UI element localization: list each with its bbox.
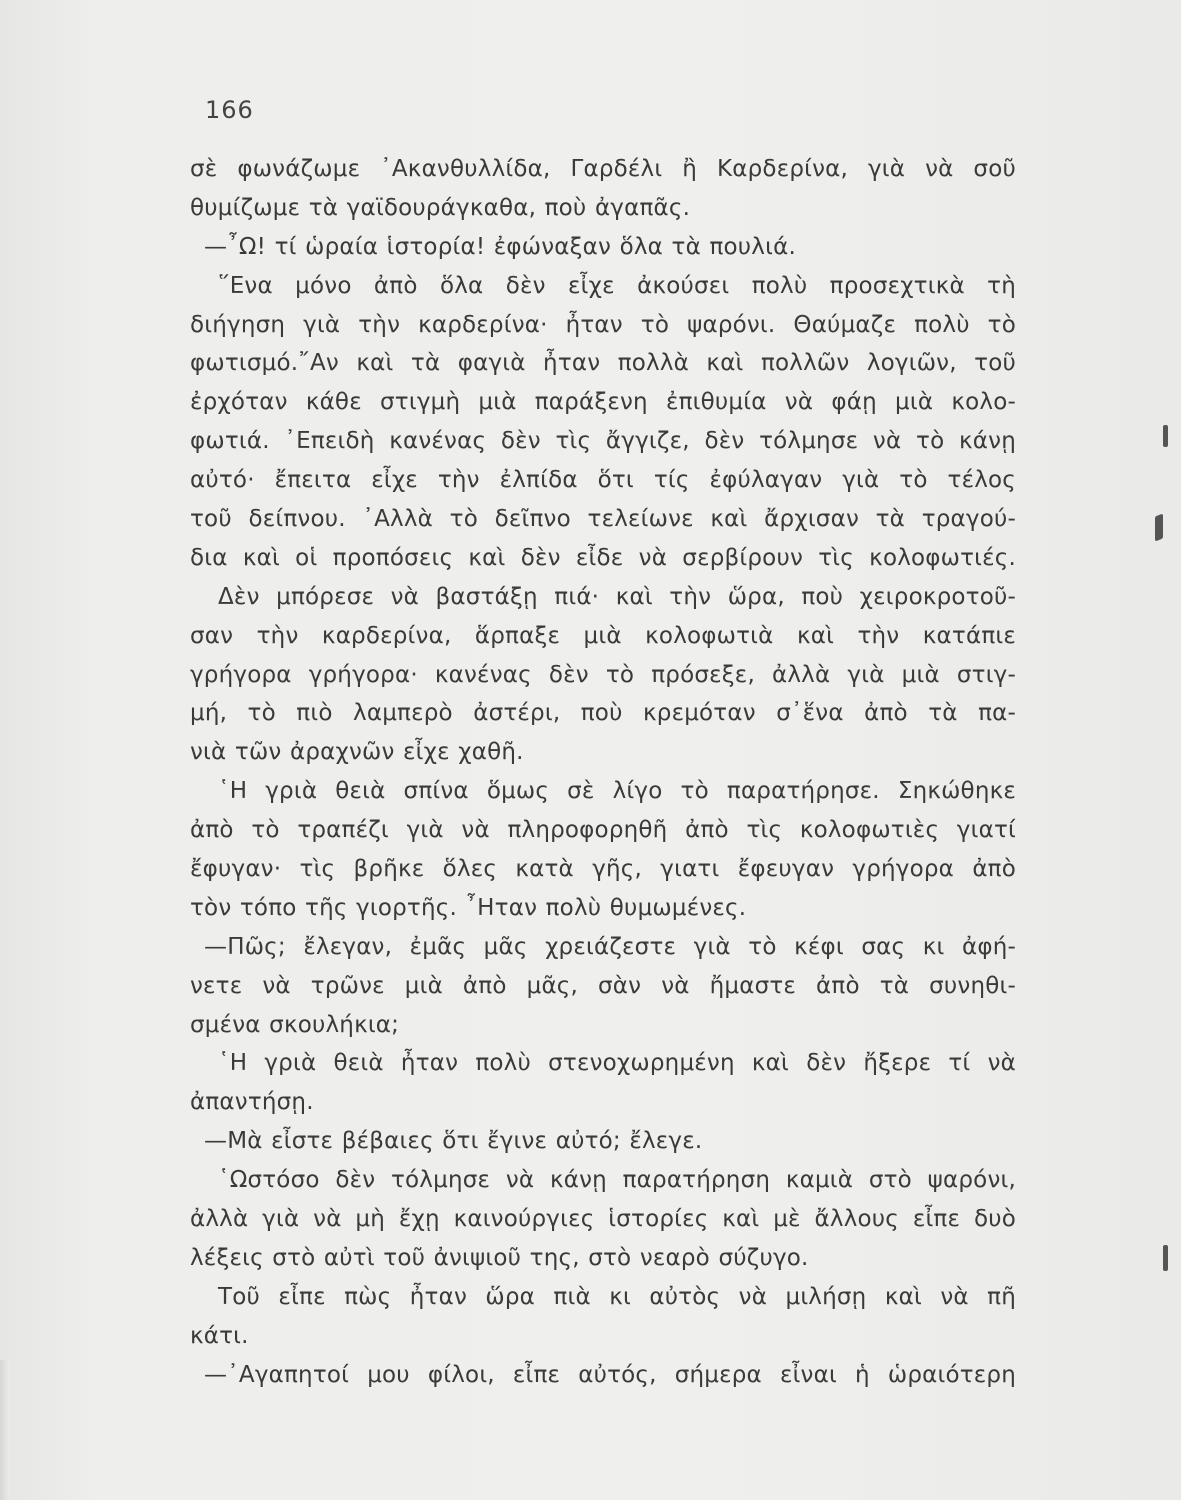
text-line: ῾Ωστόσο δὲν τόλμησε νὰ κάνῃ παρατήρηση καμιὰ στὸ ψαρόνι, [218, 1167, 1016, 1194]
page-edge-shadow [0, 1360, 10, 1500]
text-line: τοῦ δείπνου. ᾿Αλλὰ τὸ δεῖπνο τελείωνε καὶ ἄρχισαν τὰ τραγού- [190, 506, 1016, 533]
text-line: ῾Η γριὰ θειὰ σπίνα ὅμως σὲ λίγο τὸ παρατήρησε. Σηκώθηκε [218, 778, 1016, 805]
text-line: νιὰ τῶν ἀραχνῶν εἶχε χαθῆ. [190, 739, 524, 766]
page-number: 166 [205, 96, 254, 124]
text-line: σαν τὴν καρδερίνα, ἅρπαξε μιὰ κολοφωτιὰ καὶ τὴν κατάπιε [190, 622, 1016, 649]
text-line: φωτιά. ᾿Επειδὴ κανένας δὲν τὶς ἄγγιζε, δὲν τόλμησε νὰ τὸ κάνῃ [190, 428, 1016, 455]
binding-mark [1155, 514, 1163, 542]
text-line: ἀλλὰ γιὰ νὰ μὴ ἔχῃ καινούργιες ἱστορίες καὶ μὲ ἄλλους εἶπε δυὸ [190, 1206, 1016, 1233]
text-line: ἔφυγαν· τὶς βρῆκε ὅλες κατὰ γῆς, γιατι ἔφευγαν γρήγορα ἀπὸ [190, 856, 1016, 883]
text-line: αὐτό· ἔπειτα εἶχε τὴν ἐλπίδα ὅτι τίς ἐφύλαγαν γιὰ τὸ τέλος [190, 467, 1016, 494]
text-line: Τοῦ εἶπε πὼς ἦταν ὥρα πιὰ κι αὐτὸς νὰ μιλήσῃ καὶ νὰ πῆ [218, 1283, 1016, 1310]
text-line: τὸν τόπο τῆς γιορτῆς. ῏Ηταν πολὺ θυμωμένες. [190, 894, 747, 921]
text-line: δια καὶ οἱ προπόσεις καὶ δὲν εἶδε νὰ σερβίρουν τὶς κολοφωτιές. [190, 544, 1016, 571]
text-line: διήγηση γιὰ τὴν καρδερίνα· ἦταν τὸ ψαρόνι. Θαύμαζε πολὺ τὸ [190, 311, 1016, 338]
text-line: Δὲν μπόρεσε νὰ βαστάξῃ πιά· καὶ τὴν ὥρα, ποὺ χειροκροτοῦ- [218, 583, 1016, 610]
text-line: μή, τὸ πιὸ λαμπερὸ ἀστέρι, ποὺ κρεμόταν σ᾿ἕνα ἀπὸ τὰ πα- [190, 700, 1016, 727]
text-line: ἀπαντήσῃ. [190, 1089, 314, 1116]
body-text [190, 150, 1016, 1395]
text-line: σμένα σκουλήκια; [190, 1011, 400, 1038]
text-line: θυμίζωμε τὰ γαϊδουράγκαθα, ποὺ ἀγαπᾶς. [190, 194, 691, 221]
text-line: λέξεις στὸ αὐτὶ τοῦ ἀνιψιοῦ της, στὸ νεαρὸ σύζυγο. [190, 1244, 809, 1271]
text-line: —῏Ω! τί ὡραία ἱστορία! ἐφώναξαν ὅλα τὰ πουλιά. [204, 233, 796, 260]
text-line: —Μὰ εἶστε βέβαιες ὅτι ἔγινε αὐτό; ἔλεγε. [204, 1128, 703, 1155]
text-line: φωτισμό.῎Αν καὶ τὰ φαγιὰ ἦταν πολλὰ καὶ πολλῶν λογιῶν, τοῦ [190, 350, 1016, 377]
text-line: κάτι. [190, 1322, 249, 1349]
binding-mark [1163, 425, 1168, 447]
text-line: γρήγορα γρήγορα· κανένας δὲν τὸ πρόσεξε, ἀλλὰ γιὰ μιὰ στιγ- [190, 661, 1016, 688]
text-line: νετε νὰ τρῶνε μιὰ ἀπὸ μᾶς, σὰν νὰ ἤμαστε ἀπὸ τὰ συνηθι- [190, 972, 1016, 999]
text-line: ἀπὸ τὸ τραπέζι γιὰ νὰ πληροφορηθῆ ἀπὸ τὶς κολοφωτιὲς γιατί [190, 817, 1016, 844]
text-line: ἐρχόταν κάθε στιγμὴ μιὰ παράξενη ἐπιθυμία νὰ φάῃ μιὰ κολο- [190, 389, 1016, 416]
binding-mark [1163, 1245, 1168, 1271]
text-line: σὲ φωνάζωμε ᾿Ακανθυλλίδα, Γαρδέλι ἢ Καρδερίνα, γιὰ νὰ σοῦ [190, 156, 1016, 182]
text-line: —᾿Αγαπητοί μου φίλοι, εἶπε αὐτός, σήμερα εἶναι ἡ ὡραιότερη [204, 1361, 1016, 1388]
text-line: ῾Η γριὰ θειὰ ἦταν πολὺ στενοχωρημένη καὶ δὲν ἤξερε τί νὰ [218, 1050, 1016, 1077]
text-line: —Πῶς; ἔλεγαν, ἐμᾶς μᾶς χρειάζεστε γιὰ τὸ κέφι σας κι ἀφή- [204, 933, 1016, 960]
text-line: ῞Ενα μόνο ἀπὸ ὅλα δὲν εἶχε ἀκούσει πολὺ προσεχτικὰ τὴ [218, 272, 1016, 299]
